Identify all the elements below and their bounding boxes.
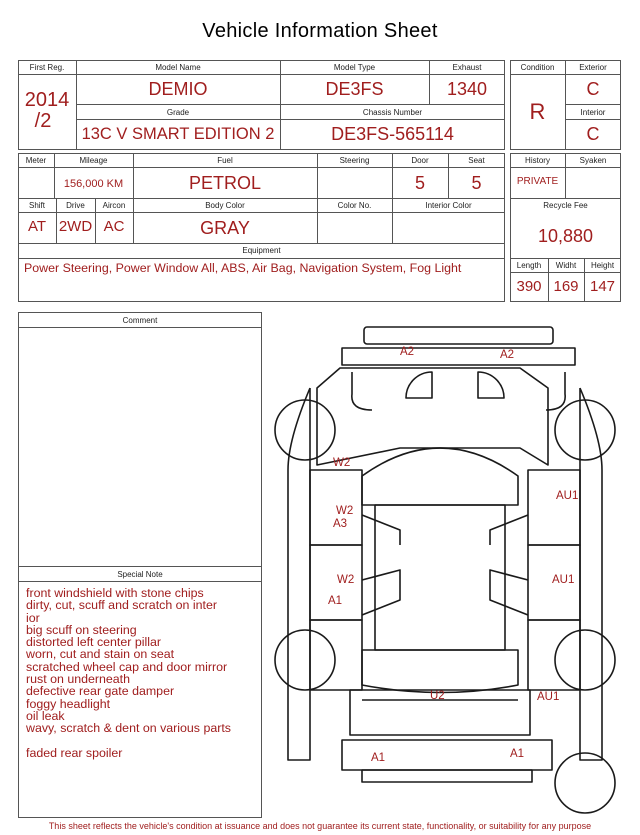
damage-rear-bumper-left: A1 (371, 752, 386, 764)
damage-right-front-door: AU1 (556, 490, 579, 502)
equipment-value: Power Steering, Power Window All, ABS, Air Bag, Navigation System, Fog Light (24, 261, 462, 275)
front-bumper-top (364, 327, 553, 344)
first-reg-label: First Reg. (29, 63, 65, 72)
damage-right-quarter: AU1 (537, 691, 560, 703)
roof (375, 505, 505, 650)
exhaust-label: Exhaust (452, 63, 482, 72)
damage-rear-bumper-right: A1 (510, 748, 525, 760)
width-label: Widht (555, 261, 577, 270)
body-color-value: GRAY (200, 218, 250, 238)
comment-label: Comment (122, 316, 158, 325)
special-notes-list (26, 587, 231, 759)
meter-label: Meter (25, 156, 47, 165)
drive-value: 2WD (58, 218, 93, 235)
height-value: 147 (589, 278, 616, 295)
damage-front-bumper-left: A2 (400, 346, 415, 358)
model-name-label: Model Name (155, 63, 201, 72)
shift-value: AT (27, 218, 47, 235)
length-value: 390 (516, 278, 542, 295)
special-note-line: rust on underneath (26, 672, 131, 687)
spare-wheel (555, 753, 615, 813)
recycle-fee-value: 10,880 (537, 226, 594, 246)
shift-label: Shift (28, 201, 45, 210)
first-reg-year: 2014 (24, 89, 70, 111)
aircon-label: Aircon (102, 201, 126, 210)
steering-label: Steering (339, 156, 370, 165)
special-note-line: defective rear gate damper (26, 684, 175, 699)
rear-right-wheel (555, 630, 615, 690)
special-note-line: distorted left center pillar (26, 635, 161, 650)
model-name-value: DEMIO (148, 79, 208, 99)
history-value: PRIVATE (516, 176, 559, 187)
exterior-value: C (586, 79, 600, 99)
condition-label: Condition (520, 63, 555, 72)
drive-label: Drive (66, 201, 85, 210)
interior-color-label: Interior Color (425, 201, 472, 210)
windshield (362, 448, 518, 505)
recycle-fee-label: Recycle Fee (543, 201, 588, 210)
special-note-line: faded rear spoiler (26, 745, 123, 760)
front-bumper (342, 348, 575, 365)
history-label: History (525, 156, 550, 165)
aircon-value: AC (103, 218, 125, 235)
height-label: Height (590, 261, 615, 270)
grade-label: Grade (166, 108, 190, 117)
body-color-label: Body Color (205, 201, 245, 210)
exhaust-value: 1340 (446, 79, 488, 99)
rear-left-wheel (275, 630, 335, 690)
left-side-panel (288, 388, 310, 760)
model-type-value: DE3FS (325, 79, 384, 99)
syaken-label: Syaken (579, 156, 607, 165)
damage-left-front-door-a: W2 (336, 505, 354, 517)
special-note-line: foggy headlight (26, 696, 111, 711)
damage-rear-gate: U2 (430, 690, 445, 702)
fuel-value: PETROL (188, 173, 262, 193)
exterior-label: Exterior (579, 63, 607, 72)
damage-right-rear-door: AU1 (552, 574, 575, 586)
damage-left-front-door-b: A3 (333, 518, 348, 530)
special-note-line: dirty, cut, scuff and scratch on inter (26, 598, 217, 613)
special-note-line (26, 735, 231, 747)
special-note-label: Special Note (117, 570, 163, 579)
interior-label: Interior (580, 108, 606, 117)
model-type-label: Model Type (333, 63, 376, 72)
equipment-label: Equipment (242, 246, 281, 255)
damage-left-rear-door-a: W2 (337, 574, 355, 586)
damage-left-fender: W2 (333, 457, 351, 469)
special-note-line: big scuff on steering (26, 622, 137, 637)
special-note-line: wavy, scratch & dent on various parts (26, 721, 231, 736)
special-note-line: worn, cut and stain on seat (26, 647, 175, 662)
chassis-number-value: DE3FS-565114 (331, 124, 454, 144)
special-note-line: front windshield with stone chips (26, 586, 204, 600)
width-value: 169 (553, 278, 579, 295)
first-reg-month: /2 (34, 110, 52, 132)
special-note-line: ior (26, 610, 40, 625)
disclaimer-footer: This sheet reflects the vehicle's condition at issuance and does not guarantee its current state, functionality, or suitability for any purpose (48, 821, 592, 831)
door-label: Door (411, 156, 429, 165)
car-damage-diagram (262, 318, 640, 818)
damage-left-rear-door-b: A1 (328, 595, 343, 607)
front-right-wheel (555, 400, 615, 460)
color-no-label: Color No. (337, 201, 372, 210)
condition-value: R (529, 99, 546, 124)
interior-value: C (586, 124, 600, 144)
rear-window (362, 650, 518, 693)
special-note-line: oil leak (26, 708, 65, 723)
special-note-line: scratched wheel cap and door mirror (26, 659, 228, 674)
seat-label: Seat (468, 156, 485, 165)
mileage-value: 156,000 KM (63, 178, 124, 190)
chassis-number-label: Chassis Number (362, 108, 423, 117)
grade-value: 13C V SMART EDITION 2 (81, 125, 275, 143)
right-side-panel (580, 388, 602, 760)
page-title: Vehicle Information Sheet (202, 20, 438, 42)
length-label: Length (516, 261, 542, 270)
seat-value: 5 (471, 173, 482, 193)
front-left-wheel (275, 400, 335, 460)
door-value: 5 (414, 173, 425, 193)
fuel-label: Fuel (217, 156, 233, 165)
mileage-label: Mileage (79, 156, 108, 165)
damage-front-bumper-right: A2 (500, 349, 515, 361)
